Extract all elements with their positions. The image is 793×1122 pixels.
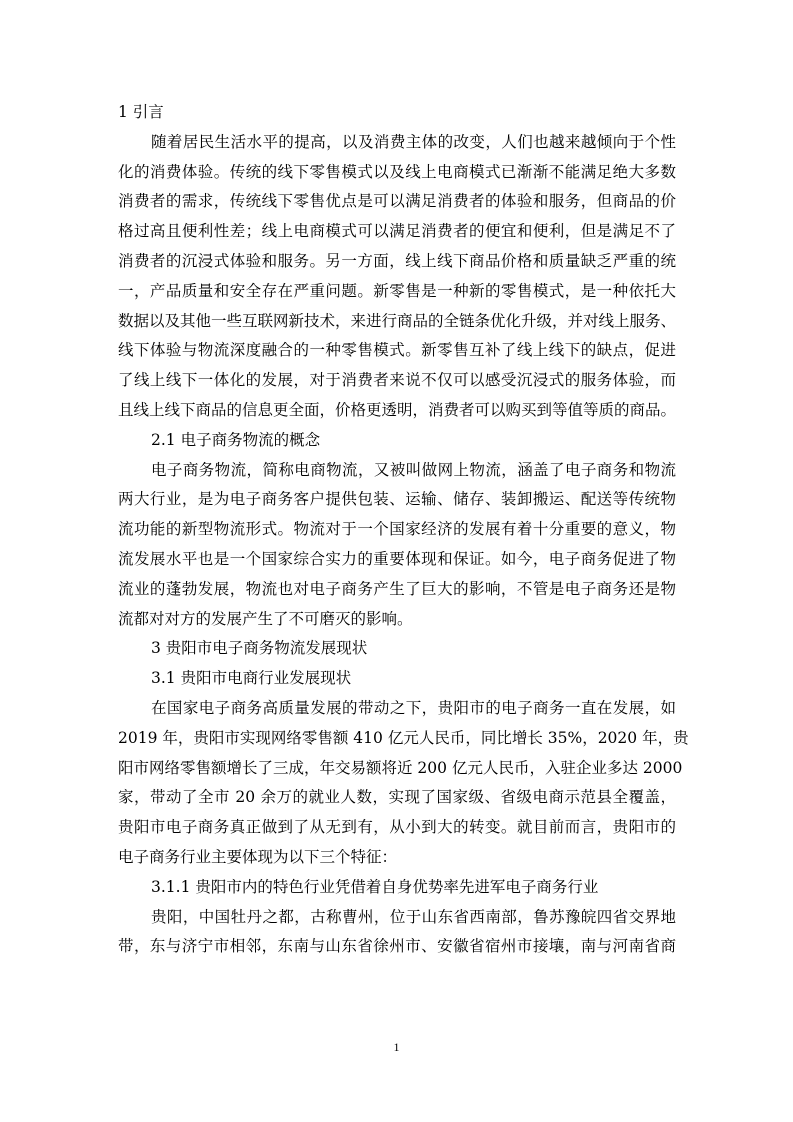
paragraph-line: 两大行业，是为电子商务客户提供包装、运输、储存、装卸搬运、配送等传统物 xyxy=(118,490,676,509)
paragraph-line: 流都对对方的发展产生了不可磨灭的影响。 xyxy=(118,609,413,628)
section-heading-3-1-1: 3.1.1 贵阳市内的特色行业凭借着自身优势率先进军电子商务行业 xyxy=(151,877,599,896)
paragraph-line: 贵阳市电子商务真正做到了从无到有，从小到大的转变。就目前而言，贵阳市的 xyxy=(118,818,676,837)
paragraph-line: 消费者的沉浸式体验和服务。另一方面，线上线下商品价格和质量缺乏严重的统 xyxy=(118,251,676,270)
paragraph-line: 阳市网络零售额增长了三成，年交易额将近 200 亿元人民币，入驻企业多达 2000 xyxy=(118,758,683,777)
paragraph-line: 流业的蓬勃发展，物流也对电子商务产生了巨大的影响，不管是电子商务还是物 xyxy=(118,579,676,598)
paragraph-line: 格过高且便利性差；线上电商模式可以满足消费者的便宜和便利，但是满足不了 xyxy=(118,222,676,241)
paragraph-line: 消费者的需求，传统线下零售优点是可以满足消费者的体验和服务，但商品的价 xyxy=(118,192,676,211)
paragraph-guiyang-intro xyxy=(118,903,676,963)
paragraph-line: 一，产品质量和安全存在严重问题。新零售是一种新的零售模式，是一种依托大 xyxy=(118,281,676,300)
paragraph-line: 电子商务行业主要体现为以下三个特征： xyxy=(118,847,398,866)
paragraph-line: 带，东与济宁市相邻，东南与山东省徐州市、安徽省宿州市接壤，南与河南省商 xyxy=(118,937,676,956)
paragraph-line: 在国家电子商务高质量发展的带动之下，贵阳市的电子商务一直在发展，如 xyxy=(151,698,676,717)
section-heading-intro: 1 引言 xyxy=(118,103,164,121)
paragraph-line: 家，带动了全市 20 余万的就业人数，实现了国家级、省级电商示范县全覆盖， xyxy=(118,788,676,807)
paragraph-intro xyxy=(118,128,676,426)
page-number: 1 xyxy=(393,1040,400,1054)
paragraph-line: 电子商务物流，简称电商物流，又被叫做网上物流，涵盖了电子商务和物流 xyxy=(151,460,676,479)
paragraph-ecommerce-logistics xyxy=(118,456,676,635)
paragraph-line: 了线上线下一体化的发展，对于消费者来说不仅可以感受沉浸式的服务体验，而 xyxy=(118,371,676,390)
paragraph-line: 且线上线下商品的信息更全面，价格更透明，消费者可以购买到等值等质的商品。 xyxy=(118,400,677,419)
paragraph-line: 贵阳，中国牡丹之都，古称曹州，位于山东省西南部，鲁苏豫皖四省交界地 xyxy=(151,907,676,926)
paragraph-guiyang-status xyxy=(118,694,689,873)
paragraph-line: 流发展水平也是一个国家综合实力的重要体现和保证。如今，电子商务促进了物 xyxy=(118,549,676,568)
paragraph-line: 2019 年，贵阳市实现网络零售额 410 亿元人民币，同比增长 35%，2020 年，贵 xyxy=(118,728,689,747)
paragraph-line: 流功能的新型物流形式。物流对于一个国家经济的发展有着十分重要的意义，物 xyxy=(118,520,676,539)
paragraph-line: 化的消费体验。传统的线下零售模式以及线上电商模式已渐渐不能满足绝大多数 xyxy=(118,162,676,181)
paragraph-line: 线下体验与物流深度融合的一种零售模式。新零售互补了线上线下的缺点，促进 xyxy=(118,341,676,360)
section-heading-3: 3 贵阳市电子商务物流发展现状 xyxy=(151,639,368,658)
paragraph-line: 随着居民生活水平的提高，以及消费主体的改变，人们也越来越倾向于个性 xyxy=(151,132,676,151)
section-heading-2-1: 2.1 电子商务物流的概念 xyxy=(151,430,321,449)
paragraph-line: 数据以及其他一些互联网新技术，来进行商品的全链条优化升级，并对线上服务、 xyxy=(118,311,677,330)
document-page xyxy=(118,98,689,962)
section-heading-3-1: 3.1 贵阳市电商行业发展现状 xyxy=(151,669,352,688)
